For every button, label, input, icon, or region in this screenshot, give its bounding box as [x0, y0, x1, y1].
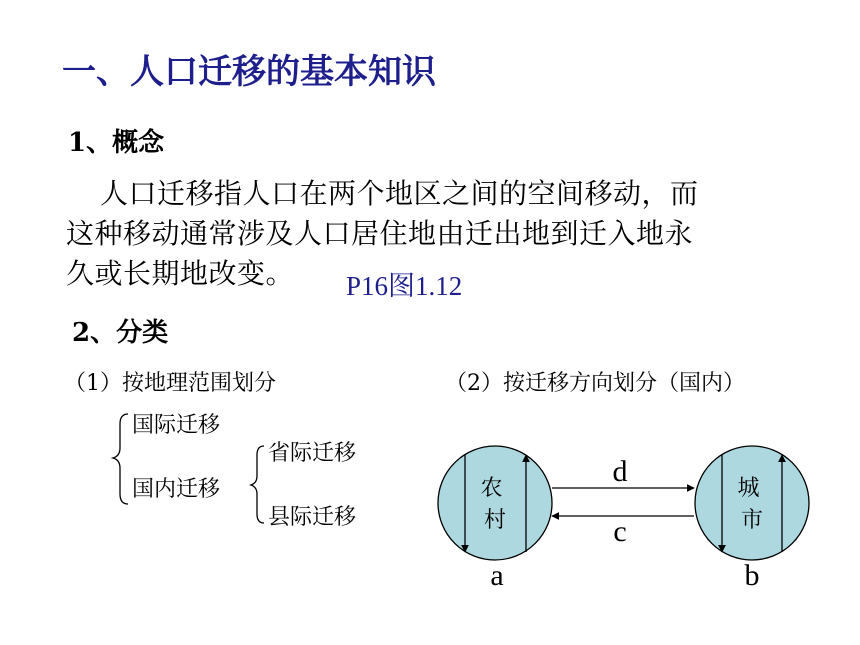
scope-brace	[113, 414, 128, 504]
page-title: 一、人口迁移的基本知识	[62, 52, 436, 92]
concept-line-2: 这种移动通常涉及人口居住地由迁出地到迁入地永	[66, 217, 694, 250]
classification-heading: 2、分类	[72, 318, 169, 348]
inter-provincial-migration: 省际迁移	[268, 441, 357, 466]
domestic-brace	[251, 446, 264, 523]
urban-circle	[695, 446, 809, 560]
label-b: b	[744, 559, 760, 592]
rural-label: 农 村	[480, 476, 507, 533]
direction-classification-label: （2）按迁移方向划分（国内）	[445, 371, 745, 396]
label-a: a	[490, 559, 504, 592]
concept-heading: 1、概念	[68, 128, 165, 158]
label-d: d	[612, 455, 628, 488]
figure-reference: P16图1.12	[346, 271, 463, 301]
international-migration: 国际迁移	[132, 413, 221, 438]
domestic-migration: 国内迁移	[132, 477, 221, 502]
rural-circle	[438, 446, 552, 560]
inter-county-migration: 县际迁移	[268, 505, 357, 530]
label-c: c	[613, 515, 627, 548]
concept-line-1: 人口迁移指人口在两个地区之间的空间移动，而	[100, 177, 699, 210]
urban-label: 城 市	[737, 476, 764, 533]
concept-line-3: 久或长期地改变。	[66, 257, 295, 290]
scope-classification-label: （1）按地理范围划分	[64, 371, 276, 396]
